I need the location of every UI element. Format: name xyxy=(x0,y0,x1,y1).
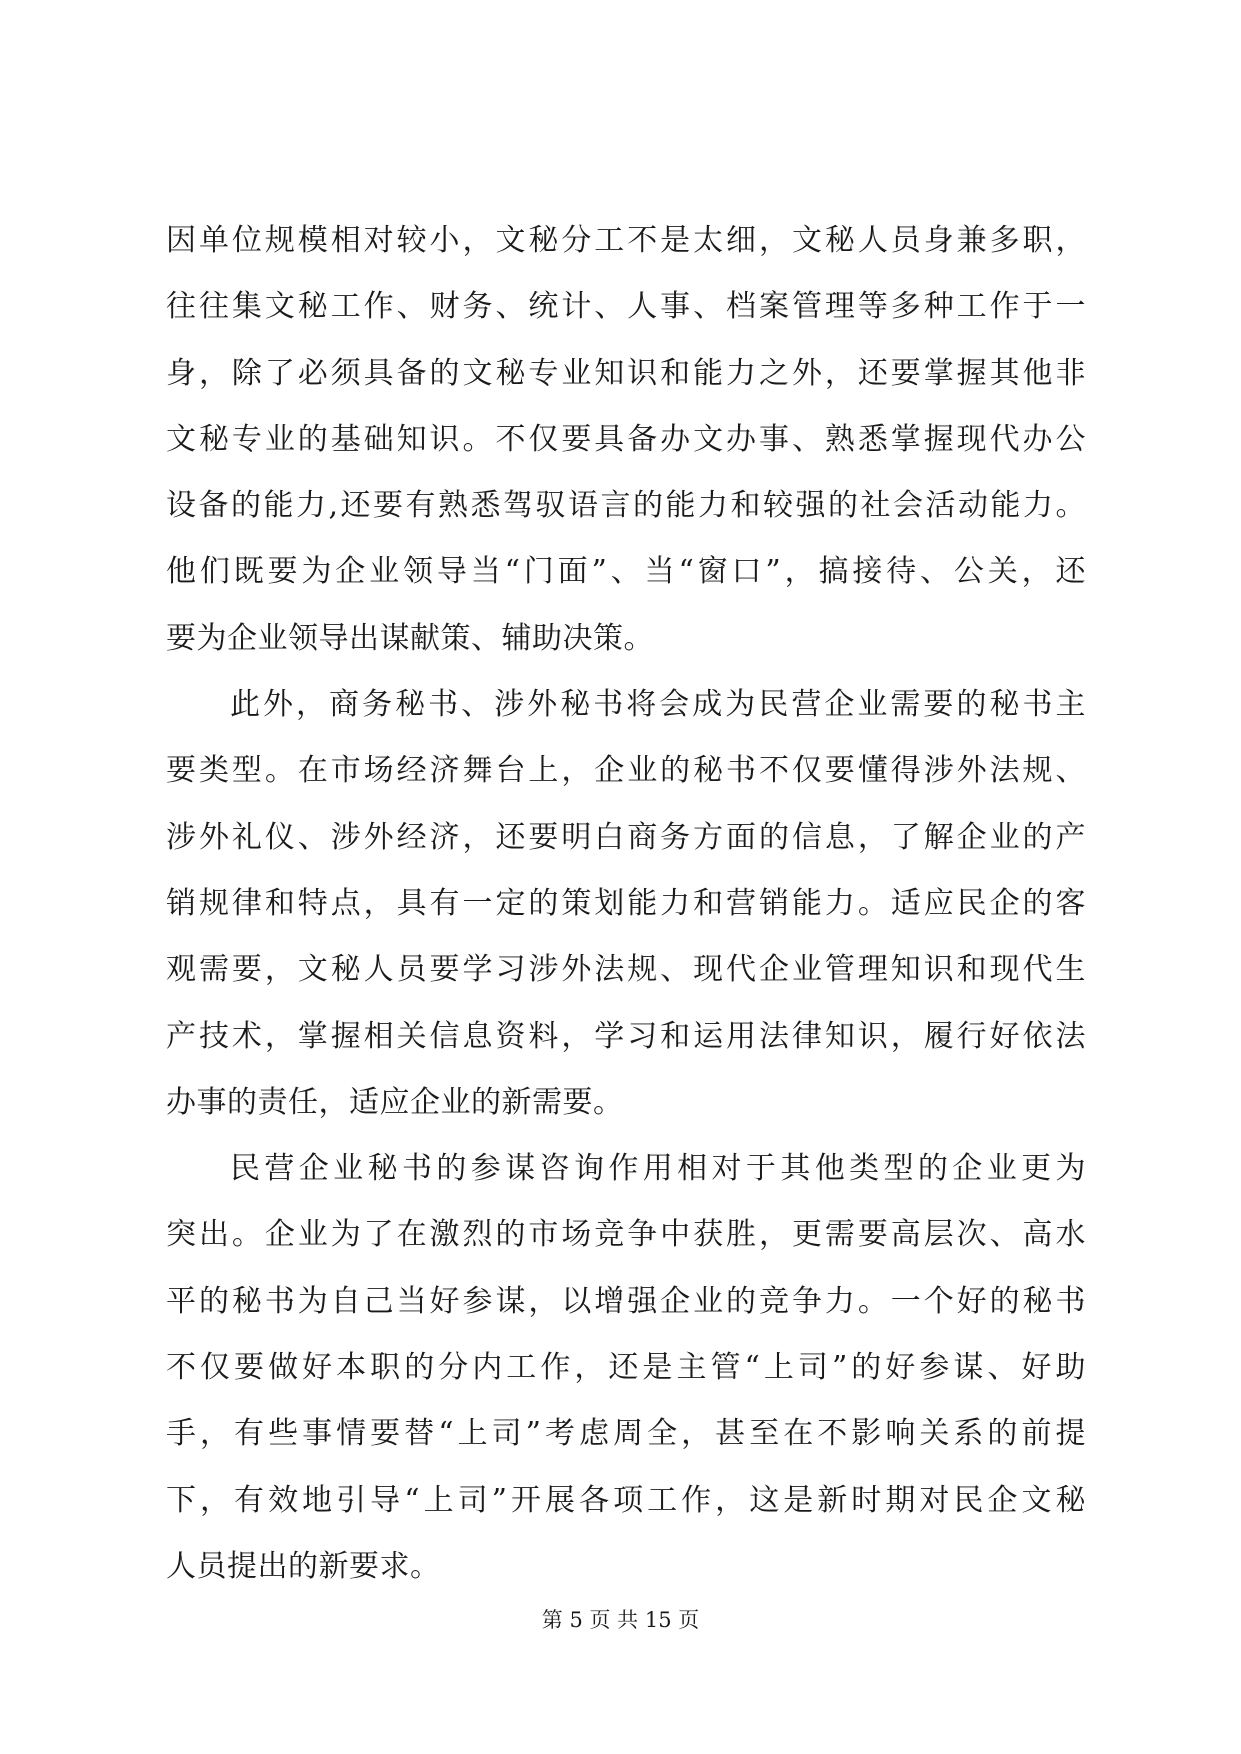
text-line: 平的秘书为自己当好参谋，以增强企业的竞争力。一个好的秘书 xyxy=(166,1283,1086,1319)
text-line: 民营企业秘书的参谋咨询作用相对于其他类型的企业更为 xyxy=(230,1151,1086,1187)
text-line: 办事的责任，适应企业的新需要。 xyxy=(166,1084,624,1120)
text-line: 因单位规模相对较小，文秘分工不是太细，文秘人员身兼多职， xyxy=(166,223,1086,258)
text-line: 下，有效地引导“上司”开展各项工作，这是新时期对民企文秘 xyxy=(166,1482,1086,1518)
text-line: 不仅要做好本职的分内工作，还是主管“上司”的好参谋、好助 xyxy=(166,1350,1086,1386)
text-line: 突出。企业为了在激烈的市场竞争中获胜，更需要高层次、高水 xyxy=(166,1217,1086,1253)
text-line: 人员提出的新要求。 xyxy=(166,1548,441,1584)
text-line: 要为企业领导出谋献策、辅助决策。 xyxy=(166,620,654,656)
text-line: 观需要，文秘人员要学习涉外法规、现代企业管理知识和现代生 xyxy=(166,952,1086,988)
text-line: 产技术，掌握相关信息资料，学习和运用法律知识，履行好依法 xyxy=(166,1018,1086,1054)
text-line: 往往集文秘工作、财务、统计、人事、档案管理等多种工作于一 xyxy=(166,289,1086,325)
body-text xyxy=(166,208,1086,1600)
text-line: 身，除了必须具备的文秘专业知识和能力之外，还要掌握其他非 xyxy=(166,355,1086,391)
text-line: 此外，商务秘书、涉外秘书将会成为民营企业需要的秘书主 xyxy=(230,687,1086,723)
text-line: 涉外礼仪、涉外经济，还要明白商务方面的信息，了解企业的产 xyxy=(166,819,1086,855)
text-line: 销规律和特点，具有一定的策划能力和营销能力。适应民企的客 xyxy=(166,885,1086,921)
text-line: 手，有些事情要替“上司”考虑周全，甚至在不影响关系的前提 xyxy=(166,1416,1086,1452)
text-line: 文秘专业的基础知识。不仅要具备办文办事、熟悉掌握现代办公 xyxy=(166,421,1086,457)
page-number-footer: 第 5 页 共 15 页 xyxy=(541,1608,700,1632)
text-line: 设备的能力,还要有熟悉驾驭语言的能力和较强的社会活动能力。 xyxy=(166,488,1086,524)
text-line: 要类型。在市场经济舞台上，企业的秘书不仅要懂得涉外法规、 xyxy=(166,753,1086,789)
text-line: 他们既要为企业领导当“门面”、当“窗口”，搞接待、公关，还 xyxy=(166,554,1086,590)
